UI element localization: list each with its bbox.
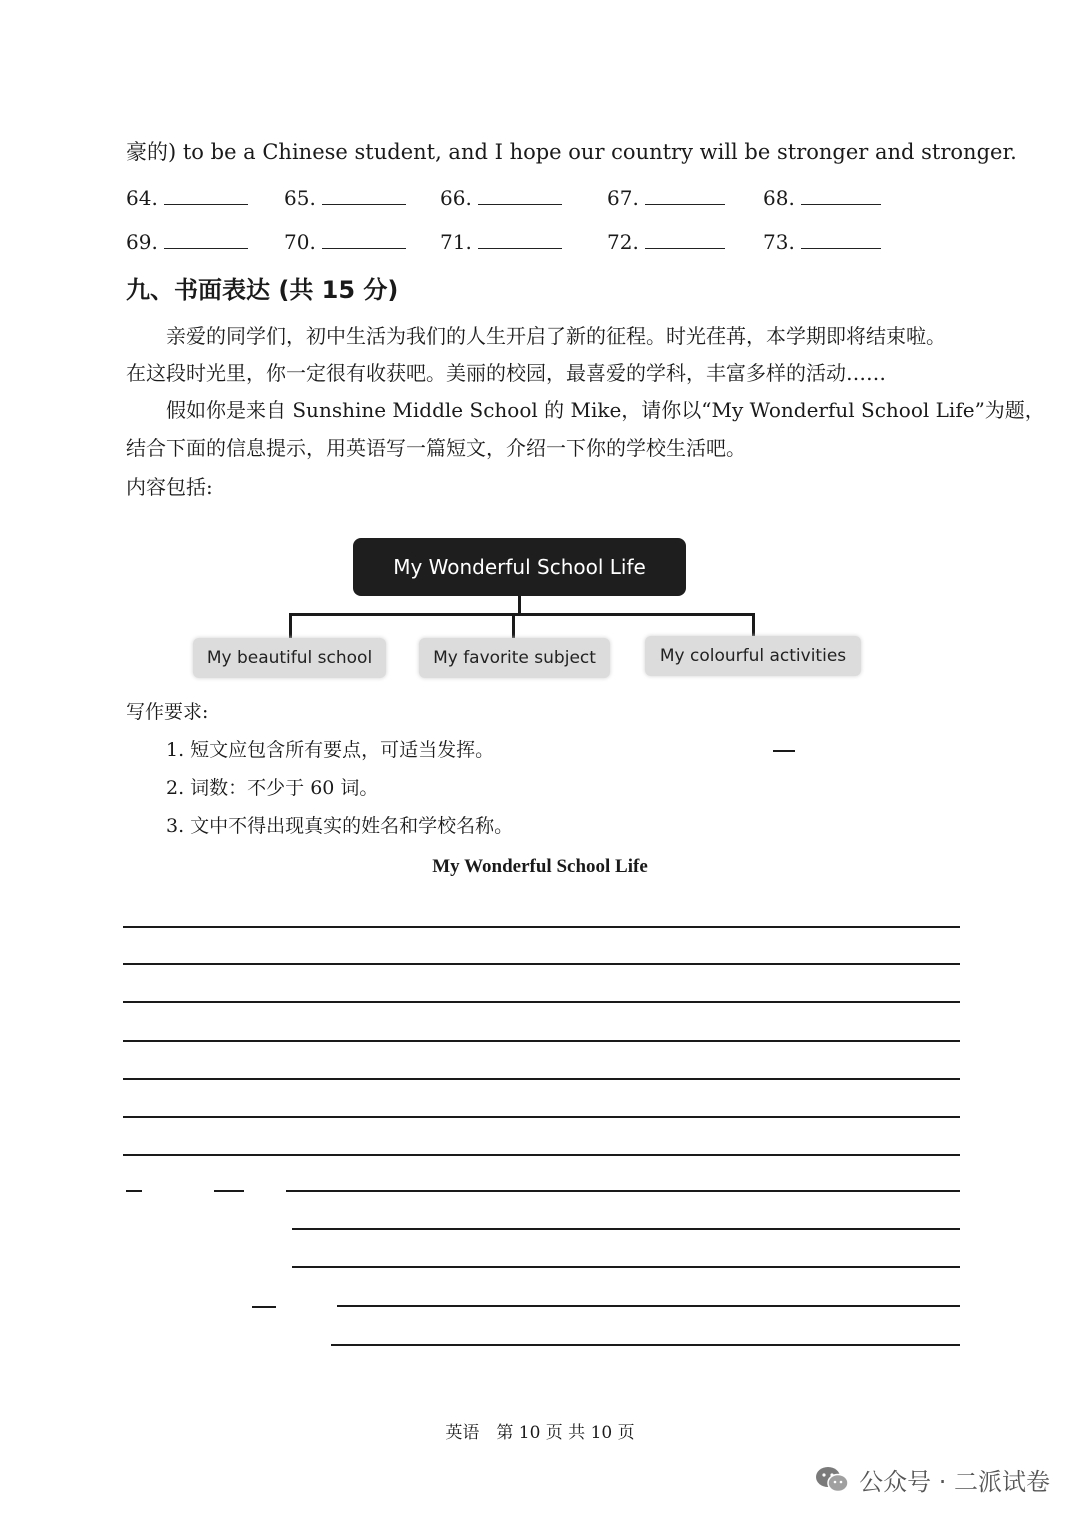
- writing-line-2[interactable]: [123, 963, 960, 965]
- mindmap-branch-school: My beautiful school: [193, 638, 386, 678]
- mindmap-branch-subject: My favorite subject: [419, 638, 610, 678]
- mindmap-branch-activities: My colourful activities: [645, 636, 861, 676]
- writing-line-12[interactable]: [331, 1344, 960, 1346]
- mindmap-branch-left: [289, 613, 292, 639]
- intro-para2-line2: 结合下面的信息提示，用英语写一篇短文，介绍一下你的学校生活吧。: [126, 436, 746, 460]
- writing-line-8[interactable]: [286, 1190, 960, 1192]
- blank-66[interactable]: 66.: [440, 184, 562, 210]
- mindmap-branch-center: [512, 613, 515, 639]
- watermark: [815, 1462, 1050, 1497]
- content-label: 内容包括:: [126, 475, 213, 499]
- writing-line-1[interactable]: [123, 926, 960, 928]
- watermark-text: 公众号 · 二派试卷: [859, 1468, 1050, 1496]
- intro-para2-line1: 假如你是来自 Sunshine Middle School 的 Mike，请你以“My Wonderful School Life”为题，: [166, 398, 1045, 422]
- blank-70[interactable]: 70.: [284, 228, 406, 254]
- page-footer: 英语 第 10 页 共 10 页: [445, 1423, 635, 1443]
- requirements-label: 写作要求:: [126, 701, 209, 723]
- writing-line-4[interactable]: [123, 1040, 960, 1042]
- writing-line-5[interactable]: [123, 1078, 960, 1080]
- blank-72[interactable]: 72.: [607, 228, 725, 254]
- requirement-1: 1. 短文应包含所有要点，可适当发挥。: [166, 739, 495, 761]
- blank-71[interactable]: 71.: [440, 228, 562, 254]
- blank-65[interactable]: 65.: [284, 184, 406, 210]
- requirement-2: 2. 词数：不少于 60 词。: [166, 777, 379, 799]
- answer-blanks-row-2: [126, 228, 886, 258]
- writing-line-6[interactable]: [123, 1116, 960, 1118]
- writing-line-3[interactable]: [123, 1001, 960, 1003]
- passage-last-line: 豪的) to be a Chinese student, and I hope our country will be stronger and stronger.: [126, 140, 1017, 164]
- blank-68[interactable]: 68.: [763, 184, 881, 210]
- wechat-icon: [815, 1466, 849, 1494]
- blank-64[interactable]: 64.: [126, 184, 248, 210]
- stray-dash: [773, 750, 795, 752]
- mindmap-stem: [518, 596, 521, 614]
- writing-line-fragment-b: [214, 1190, 244, 1192]
- writing-line-9[interactable]: [292, 1228, 960, 1230]
- answer-blanks-row-1: [126, 184, 886, 214]
- mindmap-crossbar: [289, 613, 755, 616]
- writing-line-fragment-c: [252, 1306, 276, 1308]
- blank-69[interactable]: 69.: [126, 228, 248, 254]
- writing-line-fragment-a: [126, 1190, 142, 1192]
- requirement-3: 3. 文中不得出现真实的姓名和学校名称。: [166, 815, 514, 837]
- writing-line-7[interactable]: [123, 1154, 960, 1156]
- intro-para1-line2: 在这段时光里，你一定很有收获吧。美丽的校园，最喜爱的学科，丰富多样的活动……: [126, 361, 886, 385]
- writing-line-11[interactable]: [337, 1305, 960, 1307]
- essay-title: My Wonderful School Life: [432, 856, 648, 877]
- blank-73[interactable]: 73.: [763, 228, 881, 254]
- mindmap-main-box: My Wonderful School Life: [353, 538, 686, 596]
- section-title: 九、书面表达 (共 15 分): [126, 276, 399, 304]
- intro-para1-line1: 亲爱的同学们，初中生活为我们的人生开启了新的征程。时光荏苒，本学期即将结束啦。: [166, 324, 946, 348]
- writing-line-10[interactable]: [292, 1266, 960, 1268]
- blank-67[interactable]: 67.: [607, 184, 725, 210]
